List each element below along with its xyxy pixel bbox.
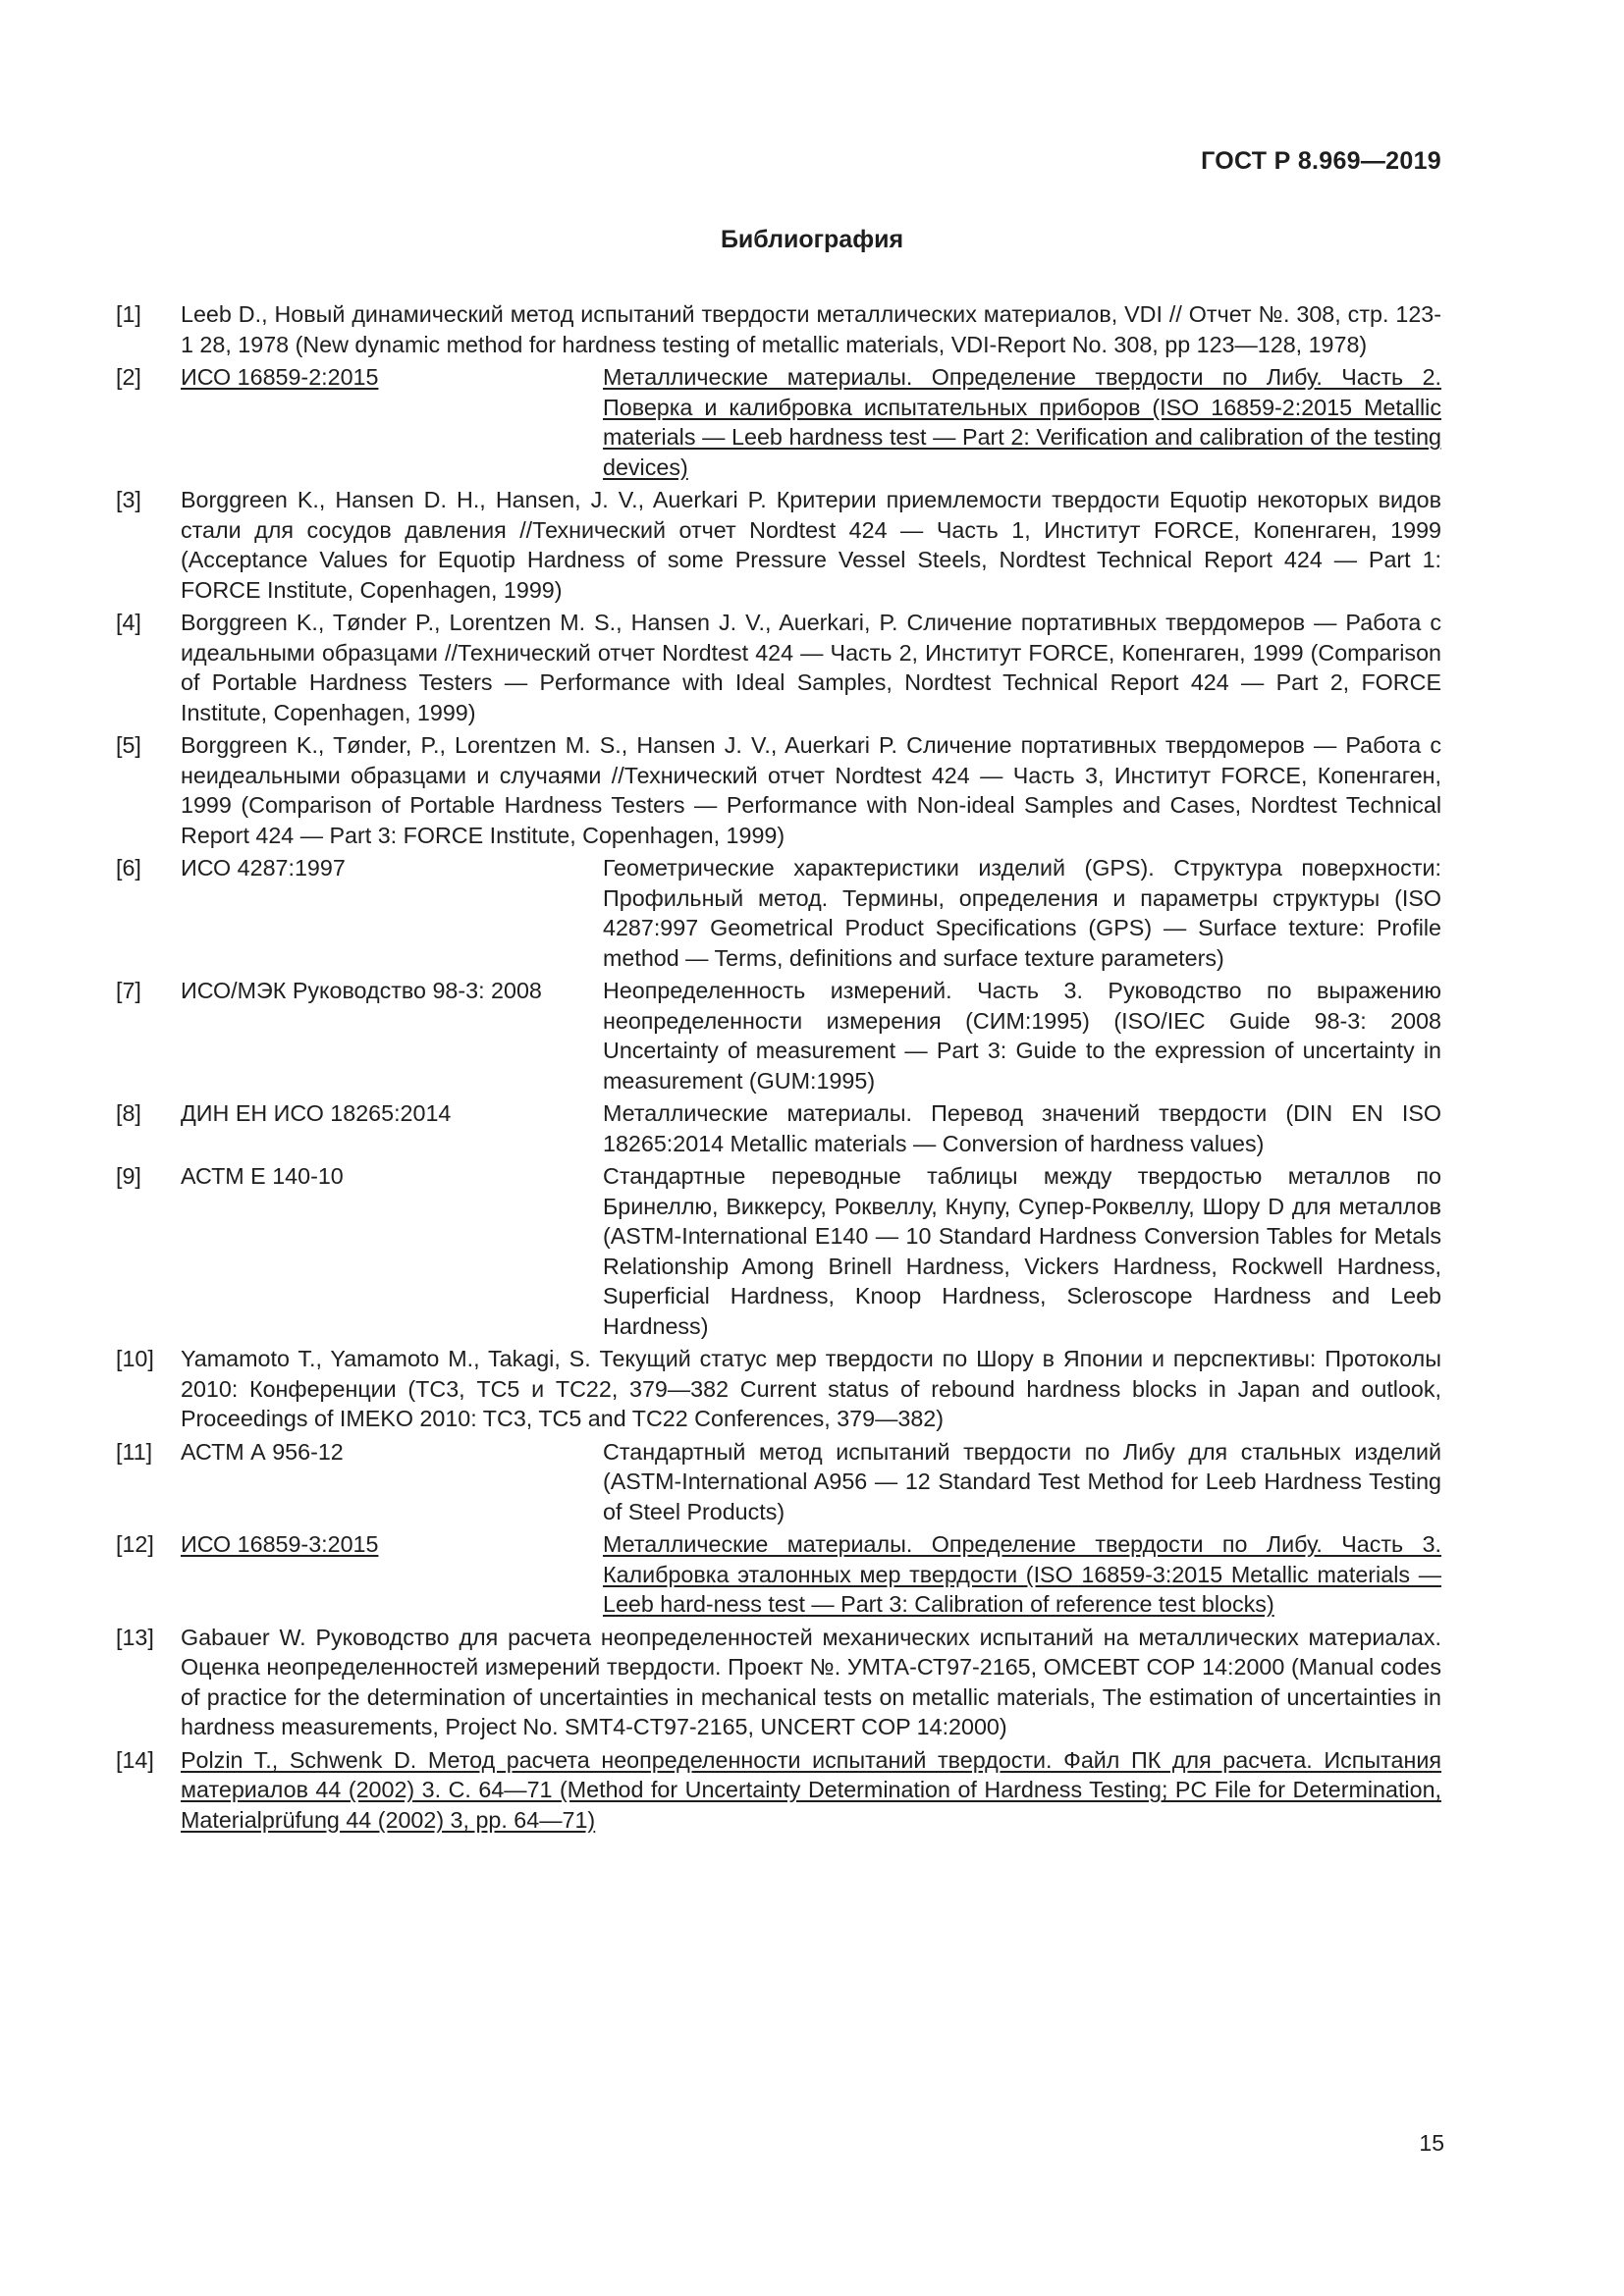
entry-number: [7] <box>116 978 141 1003</box>
entry-standard-code: ИСО 16859-2:2015 <box>181 364 379 390</box>
entry-number: [10] <box>116 1346 154 1371</box>
entry-description: Металлические материалы. Определение твердости по Либу. Часть 2. Поверка и калибровка испытательных приборов (ISO 16859-2:2015 Metallic materials — Leeb hardness test — Part 2: Verification and calibration of the testing devices) <box>603 364 1441 480</box>
entry-body <box>181 1529 1441 1620</box>
entry-standard-code: ИСО 4287:1997 <box>181 855 346 881</box>
entry-number: [5] <box>116 732 141 758</box>
entry-text: Borggreen K., Hansen D. H., Hansen, J. V., Auerkari P. Критерии приемлемости твердости Equotip некоторых видов стали для сосудов давления //Технический отчет Nordtest 424 — Часть 1, Институт FORCE, Копенгаген, 1999 (Acceptance Values for Equotip Hardness of some Pressure Vessel Steels, Nordtest Technical Report 424 — Part 1: FORCE Institute, Copenhagen, 1999) <box>181 487 1441 603</box>
entry-standard-code: АСТМ Е 140-10 <box>181 1163 344 1189</box>
entry-standard-code: ИСО 16859-3:2015 <box>181 1531 379 1557</box>
entry-number: [6] <box>116 855 141 881</box>
entry-number: [4] <box>116 610 141 635</box>
page-number: 15 <box>1419 2130 1444 2156</box>
document-code: ГОСТ Р 8.969—2019 <box>1201 147 1441 175</box>
entry-standard-code: ДИН ЕН ИСО 18265:2014 <box>181 1100 452 1126</box>
entry-standard-code: ИСО/МЭК Руководство 98-3: 2008 <box>181 978 542 1003</box>
entry-body <box>181 1437 1441 1527</box>
entry-body <box>181 362 1441 482</box>
bibliography-entry <box>116 730 1441 850</box>
entry-text: Borggreen K., Tønder P., Lorentzen M. S., Hansen J. V., Auerkari, P. Сличение портативных твердомеров — Работа с идеальными образцами //Технический отчет Nordtest 424 — Часть 2, Институт FORCE, Копенгаген, 1999 (Comparison of Portable Hardness Testers — Performance with Ideal Samples, Nordtest Technical Report 424 — Part 2, FORCE Institute, Copenhagen, 1999) <box>181 610 1441 725</box>
bibliography-entry <box>116 1098 1441 1158</box>
entry-number: [11] <box>116 1438 153 1465</box>
bibliography-entry <box>116 362 1441 482</box>
entry-description: Металлические материалы. Определение твердости по Либу. Часть 3. Калибровка эталонных мер твердости (ISO 16859-3:2015 Metallic materials — Leeb hard-ness test — Part 3: Calibration of reference test blocks) <box>603 1531 1441 1617</box>
entry-text: Gabauer W. Руководство для расчета неопределенностей механических испытаний на металлических материалах. Оценка неопределенностей измерений твердости. Проект №. УМТА-СТ97-2165, ОМСЕВТ СОР 14:2000 (Manual codes of practice for the determination of uncertainties in mechanical tests on metallic materials, The estimation of uncertainties in hardness measurements, Project No. SMT4-CT97-2165, UNCERT COP 14:2000) <box>181 1624 1441 1739</box>
entry-body <box>181 1098 1441 1158</box>
entry-number: [3] <box>116 487 141 512</box>
entry-text: Yamamoto T., Yamamoto M., Takagi, S. Текущий статус мер твердости по Шору в Японии и перспективы: Протоколы 2010: Конференции (ТС3, ТС5 и ТС22, 379—382 Current status of rebound hardness blocks in Japan and outlook, Proceedings of IMEKO 2010: TC3, TC5 and TC22 Conferences, 379—382) <box>181 1346 1441 1431</box>
bibliography-entry <box>116 608 1441 727</box>
entry-number: [14] <box>116 1746 154 1773</box>
entry-body <box>181 976 1441 1095</box>
entry-number: [2] <box>116 364 141 390</box>
entry-description: Металлические материалы. Перевод значений твердости (DIN EN ISO 18265:2014 Metallic materials — Conversion of hardness values) <box>603 1100 1441 1156</box>
entry-text: Polzin T., Schwenk D. Метод расчета неопределенности испытаний твердости. Файл ПК для расчета. Испытания материалов 44 (2002) 3. С. 64—71 (Method for Uncertainty Determination of Hardness Testing; PC File for Determination, Materialprüfung 44 (2002) 3, pp. 64—71) <box>181 1746 1441 1833</box>
bibliography-entry <box>116 1344 1441 1434</box>
bibliography-entry <box>116 1745 1441 1836</box>
entry-number: [12] <box>116 1531 154 1557</box>
entry-description: Стандартные переводные таблицы между твердостью металлов по Бринеллю, Виккерсу, Роквеллу, Кнупу, Супер-Роквеллу, Шору D для металлов (ASTM-International E140 — 10 Standard Hardness Conversion Tables for Metals Relationship Among Brinell Hardness, Vickers Hardness, Rockwell Hardness, Superficial Hardness, Knoop Hardness, Scleroscope Hardness and Leeb Hardness) <box>603 1163 1441 1339</box>
bibliography-entry <box>116 976 1441 1095</box>
entry-body <box>181 853 1441 973</box>
entry-standard-code: АСТМ А 956-12 <box>181 1438 344 1465</box>
bibliography-entry <box>116 299 1441 359</box>
bibliography-entry <box>116 853 1441 973</box>
entry-number: [8] <box>116 1100 141 1126</box>
entry-text: Borggreen K., Tønder, P., Lorentzen M. S., Hansen J. V., Auerkari P. Сличение портативных твердомеров — Работа с неидеальными образцами и случаями //Технический отчет Nordtest 424 — Часть 3, Институт FORCE, Копенгаген, 1999 (Comparison of Portable Hardness Testers — Performance with Non-ideal Samples and Cases, Nordtest Technical Report 424 — Part 3: FORCE Institute, Copenhagen, 1999) <box>181 732 1441 848</box>
page-title: Библиография <box>720 226 904 253</box>
entry-number: [13] <box>116 1624 154 1650</box>
entry-description: Геометрические характеристики изделий (GPS). Структура поверхности: Профильный метод. Термины, определения и параметры структуры (ISO 4287:997 Geometrical Product Specifications (GPS) — Surface texture: Profile method — Terms, definitions and surface texture parameters) <box>603 855 1441 971</box>
entry-number: [1] <box>116 301 141 327</box>
bibliography-entry <box>116 1161 1441 1341</box>
entry-body <box>181 1161 1441 1341</box>
bibliography-entry <box>116 1623 1441 1742</box>
bibliography-entry <box>116 1437 1441 1527</box>
entry-text: Leeb D., Новый динамический метод испытаний твердости металлических материалов, VDI // Отчет №. 308, стр. 123-1 28, 1978 (New dynamic method for hardness testing of metallic materials, VDI-Report No. 308, pp 123—128, 1978) <box>181 301 1441 357</box>
entry-description: Стандартный метод испытаний твердости по Либу для стальных изделий (ASTM-International A956 — 12 Standard Test Method for Leeb Hardness Testing of Steel Products) <box>603 1438 1441 1524</box>
bibliography-list <box>116 299 1441 1838</box>
entry-number: [9] <box>116 1163 141 1189</box>
entry-description: Неопределенность измерений. Часть 3. Руководство по выражению неопределенности измерения (СИМ:1995) (ISO/IEC Guide 98-3: 2008 Uncertainty of measurement — Part 3: Guide to the expression of uncertainty in measurement (GUM:1995) <box>603 978 1441 1094</box>
bibliography-entry <box>116 485 1441 605</box>
bibliography-entry <box>116 1529 1441 1620</box>
